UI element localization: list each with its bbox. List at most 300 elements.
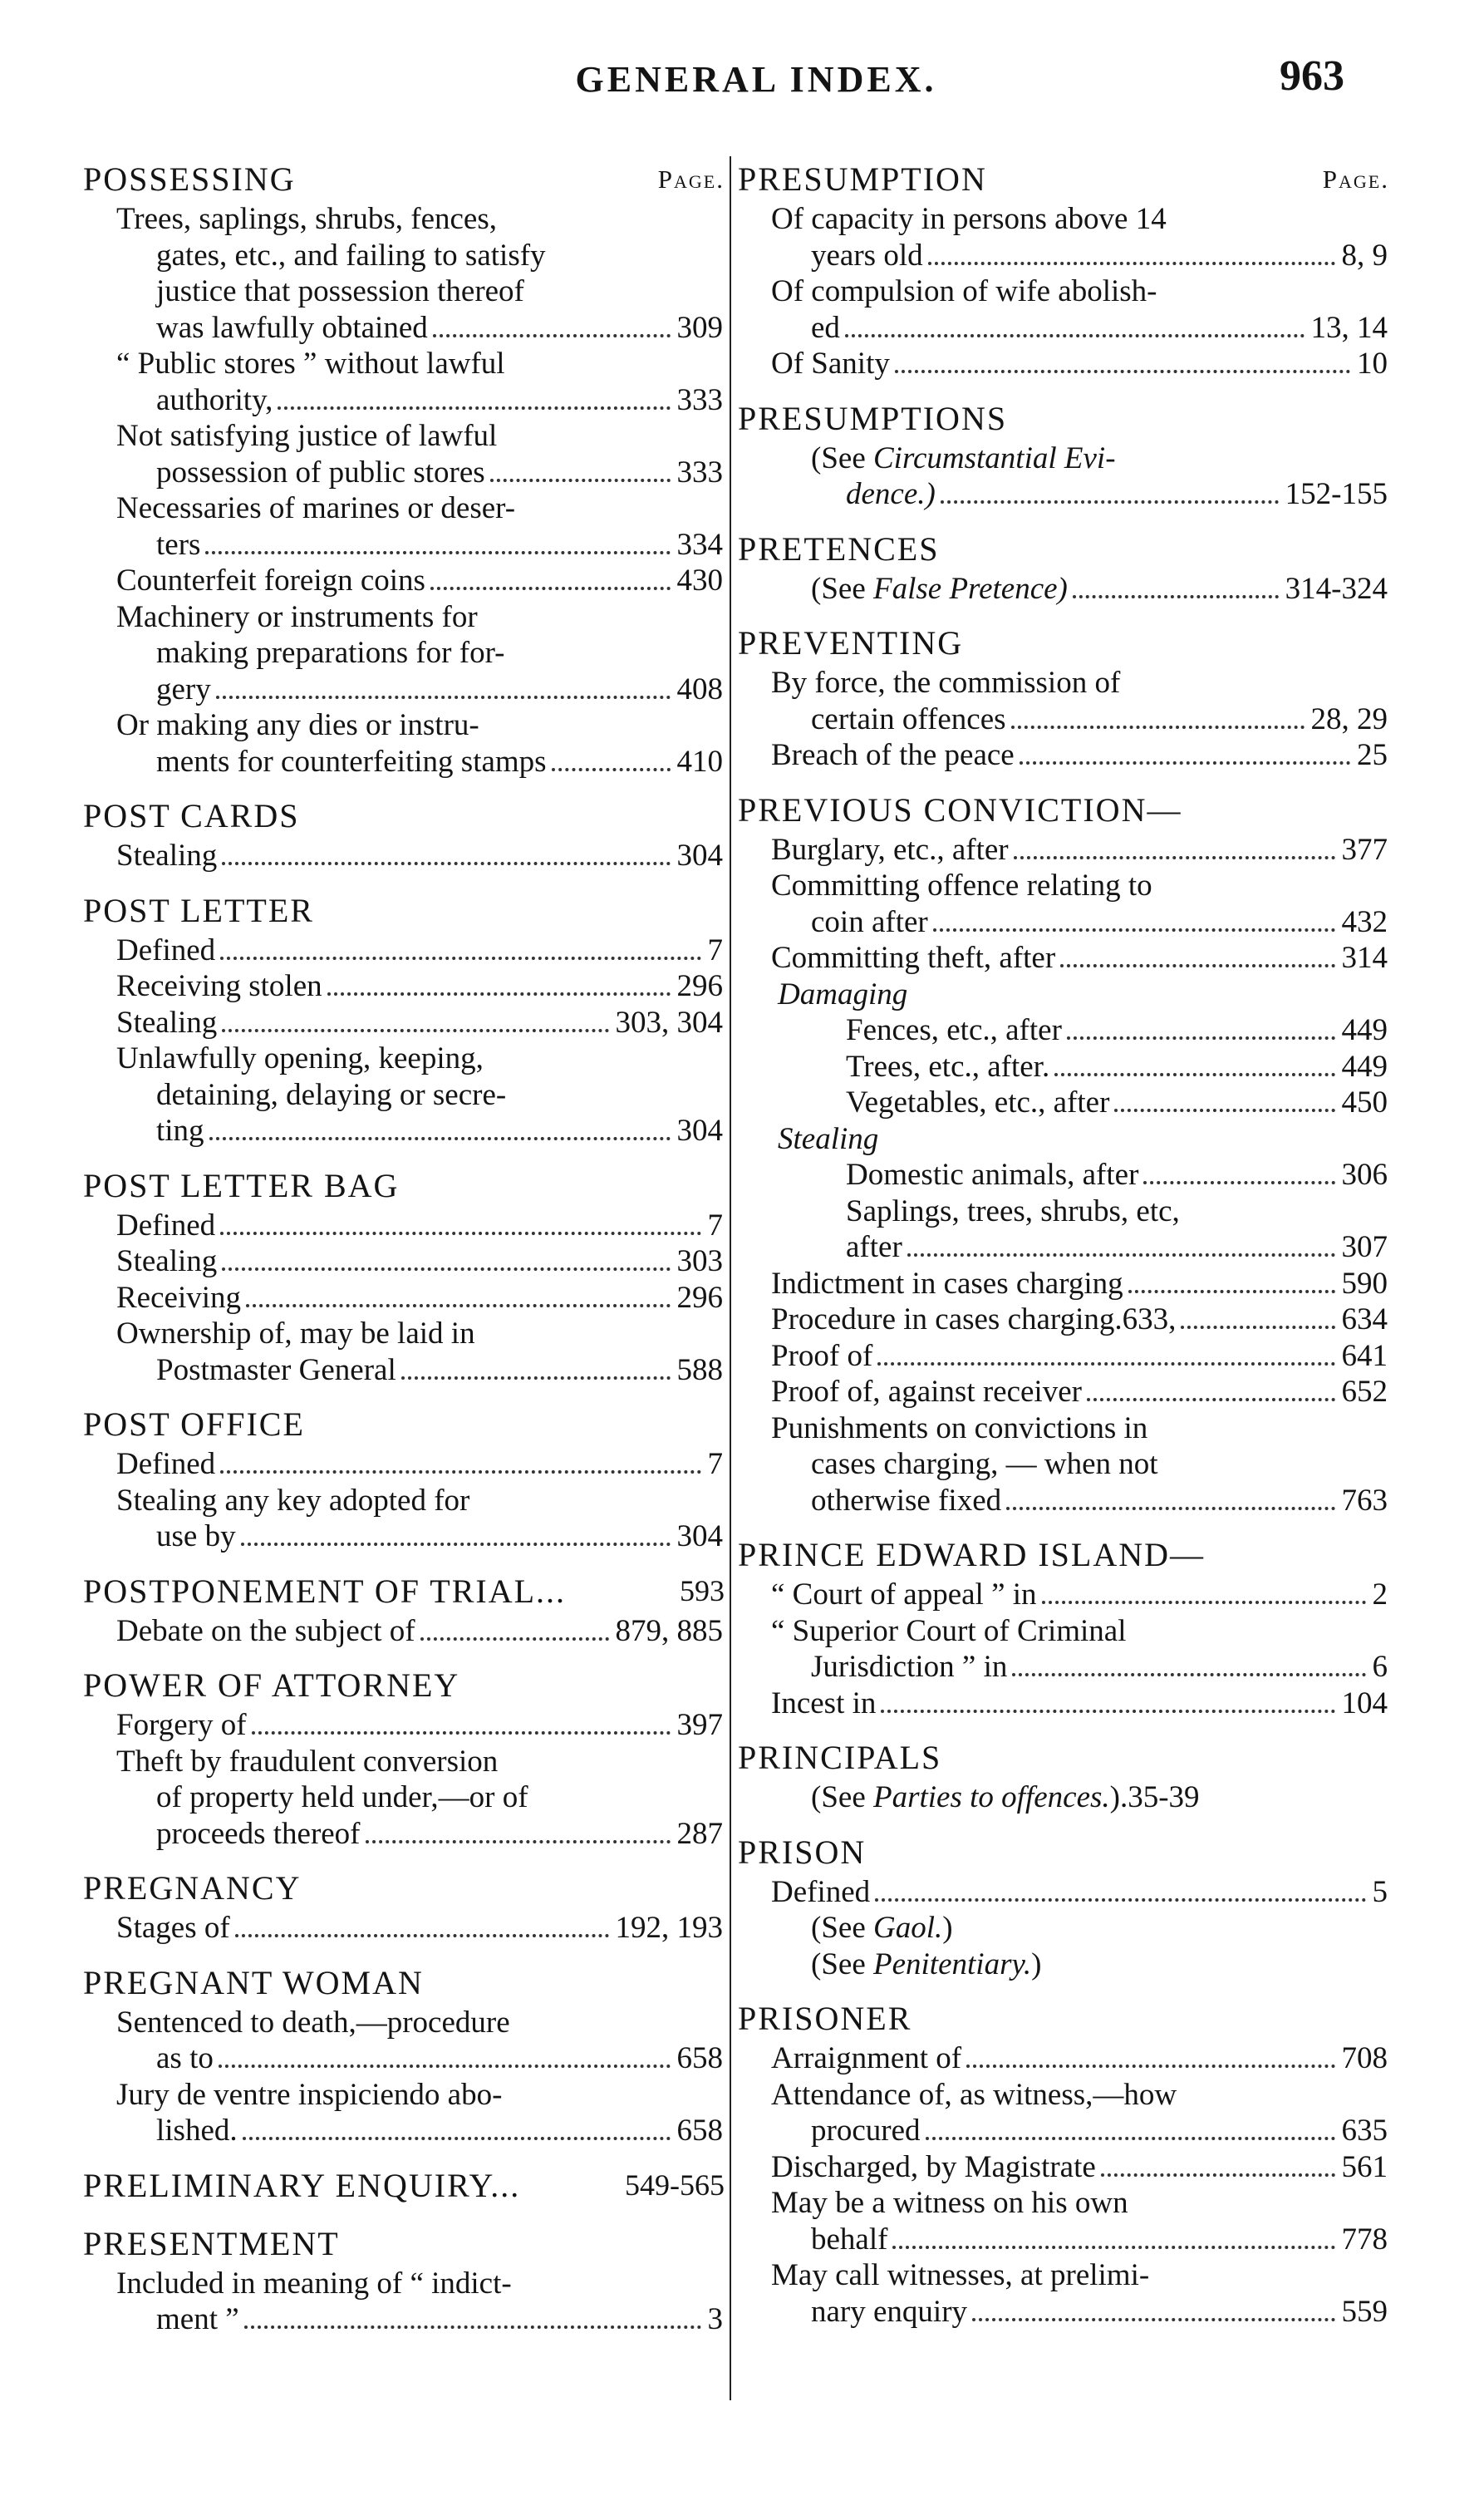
section-heading: POSTPONEMENT OF TRIAL... [83, 1572, 567, 1610]
index-entry [738, 2077, 1394, 2149]
dot-leader [1143, 1181, 1334, 1184]
dot-leader [1128, 1290, 1335, 1293]
dot-leader [552, 768, 671, 771]
entry-text: Stealing [116, 1005, 222, 1041]
index-section [83, 1161, 730, 1389]
dot-leader [278, 406, 670, 410]
entry-page: 658 [676, 2041, 723, 2075]
section-heading: PRINCIPALS [738, 1739, 942, 1776]
section-heading: POST LETTER BAG [83, 1166, 400, 1204]
dot-leader [1012, 1673, 1365, 1676]
index-entry [738, 1049, 1394, 1085]
subheading-damaging: Damaging [778, 977, 908, 1011]
entry-page: 307 [1341, 1230, 1388, 1264]
dot-leader [875, 1898, 1365, 1902]
entry-line: Sentenced to death,—procedure [116, 2005, 510, 2040]
entry-line: Ownership of, may be laid in [116, 1317, 475, 1351]
index-entry [83, 1005, 730, 1041]
see-reference-cont [738, 476, 1394, 513]
section-heading-row [738, 394, 1394, 440]
index-entry [738, 2257, 1394, 2330]
index-section [83, 1400, 730, 1555]
entry-line: Jury de ventre inspiciendo abo- [116, 2077, 503, 2112]
dot-leader [252, 1731, 671, 1735]
section-heading: POST LETTER [83, 891, 314, 929]
section-heading: PREVIOUS CONVICTION— [738, 790, 1182, 829]
entry-text: Committing theft, after [771, 940, 1060, 977]
section-heading: PRELIMINARY ENQUIRY... [83, 2166, 521, 2204]
dot-leader [1006, 1507, 1334, 1510]
entry-text: was lawfully obtained [156, 310, 433, 347]
entry-text: after [846, 1229, 907, 1266]
see-text: (See False Pretence) [811, 571, 1073, 608]
entry-page: 634 [1341, 1302, 1388, 1336]
index-entry [83, 346, 730, 418]
entry-line [83, 563, 730, 599]
section-heading: PREGNANCY [83, 1869, 302, 1907]
entry-line [83, 1707, 730, 1744]
entry-line [83, 1446, 730, 1483]
entry-text: ed [811, 310, 845, 347]
dot-leader [941, 500, 1279, 504]
page-title: GENERAL INDEX. [575, 59, 937, 100]
section-heading-row [83, 155, 730, 201]
entry-line: making preparations for for- [156, 636, 505, 670]
entry-text: Incest in [771, 1686, 881, 1722]
entry-line [738, 1229, 1394, 1266]
dot-leader [327, 992, 671, 996]
entry-text: Receiving [116, 1280, 246, 1317]
entry-page: 306 [1341, 1158, 1388, 1192]
entry-text: Stealing [116, 1243, 222, 1280]
see-reference [738, 1910, 1394, 1946]
index-entry [83, 707, 730, 780]
index-section [83, 791, 730, 874]
right-column [738, 155, 1394, 2341]
dot-leader [1054, 1073, 1334, 1076]
dot-leader [433, 334, 671, 337]
entry-line [83, 1613, 730, 1650]
entry-line: detaining, delaying or secre- [156, 1077, 507, 1112]
entry-page: 3 [707, 2302, 723, 2336]
entry-page: 28, 29 [1310, 701, 1388, 736]
entry-page: 7 [707, 1447, 723, 1481]
entry-text: coin after [811, 904, 933, 941]
entry-line [83, 1005, 730, 1041]
dot-leader [216, 696, 671, 699]
entry-line: of property held under,—or of [156, 1780, 528, 1814]
dot-leader [1181, 1326, 1334, 1329]
section-heading-row [738, 155, 1394, 201]
entry-page: 7 [707, 1208, 723, 1243]
index-entry [83, 599, 730, 708]
index-section [83, 1661, 730, 1852]
entry-line [738, 1483, 1394, 1519]
dot-leader [1011, 726, 1305, 729]
see-text: (See Gaol.) [811, 1911, 953, 1945]
index-section [83, 886, 730, 1149]
entry-line: “ Public stores ” without lawful [116, 347, 505, 381]
dot-leader [933, 928, 1335, 932]
index-section [83, 2219, 730, 2338]
entry-text: Defined [116, 1208, 220, 1244]
entry-page: 635 [1341, 2114, 1388, 2148]
section-heading: PRISONER [738, 2000, 912, 2037]
entry-text: Proof of, against receiver [771, 1374, 1087, 1410]
entry-page: 296 [676, 1280, 723, 1315]
entry-line: Of capacity in persons above 14 [771, 202, 1167, 236]
index-entry [83, 1280, 730, 1317]
index-entry [738, 2040, 1394, 2077]
entry-line [738, 1374, 1394, 1410]
entry-page: 13, 14 [1310, 310, 1388, 345]
section-heading-row [738, 785, 1394, 832]
entry-line [738, 1012, 1394, 1049]
entry-line [738, 1302, 1394, 1338]
index-entry [738, 1085, 1394, 1121]
see-reference [738, 571, 1394, 608]
index-entry [738, 1266, 1394, 1302]
entry-line: justice that possession thereof [156, 274, 524, 308]
index-entry [738, 1193, 1394, 1266]
index-section [83, 155, 730, 780]
entry-line: Included in meaning of “ indict- [116, 2266, 512, 2301]
entry-page: 641 [1341, 1338, 1388, 1373]
entry-line [738, 2040, 1394, 2077]
see-target: Penitentiary. [873, 1946, 1032, 1981]
dot-leader [881, 1710, 1334, 1713]
entry-line [83, 744, 730, 780]
index-entry [738, 832, 1394, 869]
running-head [0, 52, 1484, 116]
dot-leader [366, 1840, 671, 1843]
entry-page: 432 [1341, 904, 1388, 939]
entry-page: 778 [1341, 2222, 1388, 2257]
entry-line: Committing offence relating to [771, 869, 1152, 903]
entry-text: nary enquiry [811, 2294, 972, 2330]
index-section [83, 2161, 730, 2207]
section-heading-row [738, 524, 1394, 571]
dot-leader [892, 2246, 1334, 2249]
index-section [738, 1733, 1394, 1816]
page-number: 963 [1280, 52, 1344, 100]
entry-line: Of compulsion of wife abolish- [771, 274, 1157, 308]
dot-leader [420, 1637, 609, 1641]
index-entry [83, 2266, 730, 2338]
dot-leader [1042, 1601, 1366, 1604]
entry-page: 588 [676, 1352, 723, 1387]
dot-leader [235, 1934, 609, 1937]
see-target: Circumstantial Evi- [873, 440, 1116, 475]
entry-line: Not satisfying justice of lawful [116, 419, 498, 453]
index-entry [738, 1874, 1394, 1911]
dot-leader [1067, 1036, 1335, 1040]
dot-leader [1114, 1109, 1334, 1112]
index-entry [738, 346, 1394, 382]
entry-page: 303, 304 [615, 1005, 723, 1040]
entry-line: gates, etc., and failing to satisfy [156, 238, 546, 273]
dot-leader [241, 1543, 671, 1546]
entry-line [83, 968, 730, 1005]
entry-line [738, 737, 1394, 774]
entry-line [83, 1113, 730, 1149]
entry-text: gery [156, 672, 216, 708]
entry-line [83, 2301, 730, 2338]
index-entry [83, 1041, 730, 1149]
entry-page: 192, 193 [615, 1911, 723, 1945]
entry-text: proceeds thereof [156, 1816, 366, 1853]
entry-line [738, 1874, 1394, 1911]
index-section [738, 1530, 1394, 1721]
index-entry [83, 1483, 730, 1555]
entry-text: Forgery of [116, 1707, 252, 1744]
section-heading-row [738, 1994, 1394, 2040]
dot-leader [401, 1376, 671, 1380]
dot-leader [1060, 964, 1334, 967]
dot-leader [877, 1362, 1334, 1366]
dot-leader [1020, 761, 1350, 765]
entry-line [738, 1049, 1394, 1085]
section-heading-row [83, 1161, 730, 1208]
entry-text: Burglary, etc., after [771, 832, 1014, 869]
section-heading: PRINCE EDWARD ISLAND— [738, 1536, 1205, 1573]
entry-page: 377 [1341, 832, 1388, 867]
section-heading-row [83, 2219, 730, 2266]
entry-text: possession of public stores [156, 455, 490, 491]
entry-page: 304 [676, 1114, 723, 1148]
entry-text: Receiving stolen [116, 968, 327, 1005]
entry-page: 6 [1372, 1650, 1388, 1684]
index-entry [738, 2149, 1394, 2186]
entry-page: 304 [676, 839, 723, 873]
entry-line: Attendance of, as witness,—how [771, 2077, 1177, 2112]
section-heading-row [83, 2161, 730, 2207]
section-heading-row [83, 1400, 730, 1446]
dot-leader [220, 1232, 700, 1235]
dot-leader [244, 2325, 701, 2329]
section-heading: PRISON [738, 1833, 867, 1871]
entry-line [83, 838, 730, 874]
dot-leader [222, 1029, 608, 1032]
index-entry [83, 1744, 730, 1853]
entry-line [738, 2294, 1394, 2330]
section-heading: POST CARDS [83, 797, 300, 834]
index-entry [738, 1686, 1394, 1722]
entry-page: 287 [676, 1816, 723, 1851]
entry-page: 658 [676, 2114, 723, 2148]
index-entry [738, 737, 1394, 774]
section-heading-row [738, 1530, 1394, 1577]
section-heading: PREGNANT WOMAN [83, 1963, 424, 2001]
section-heading: PRETENCES [738, 529, 940, 568]
section-heading: PREVENTING [738, 624, 964, 662]
section-heading-row [738, 1733, 1394, 1779]
index-entry [738, 1577, 1394, 1613]
see-reference [738, 1779, 1394, 1816]
see-text: (See Penitentiary.) [811, 1946, 1042, 1981]
entry-page: 449 [1341, 1013, 1388, 1047]
dot-leader [243, 2137, 671, 2140]
entry-line [83, 1910, 730, 1946]
see-text: (See Parties to offences.).35-39 [811, 1780, 1200, 1814]
entry-page: 763 [1341, 1483, 1388, 1518]
entry-line [738, 346, 1394, 382]
index-entry [83, 1243, 730, 1280]
entry-line [738, 1686, 1394, 1722]
index-section [738, 1994, 1394, 2330]
section-heading-row [83, 791, 730, 838]
entry-page: 449 [1341, 1049, 1388, 1084]
entry-text: Stages of [116, 1910, 235, 1946]
index-section [83, 1567, 730, 1650]
index-entry [83, 2077, 730, 2149]
entry-text: behalf [811, 2222, 892, 2258]
entry-text: Stealing [116, 838, 222, 874]
entry-text: Fences, etc., after [846, 1012, 1067, 1049]
entry-page: 430 [676, 564, 723, 598]
entry-line [738, 1338, 1394, 1375]
entry-page: 559 [1341, 2294, 1388, 2329]
entry-text: years old [811, 238, 928, 274]
index-section [738, 524, 1394, 608]
dot-leader [219, 2065, 671, 2068]
index-entry [738, 273, 1394, 346]
dot-leader [966, 2065, 1334, 2068]
entry-page: 10 [1357, 347, 1388, 381]
entry-text: Domestic animals, after [846, 1157, 1143, 1193]
section-heading-row [83, 886, 730, 933]
section-heading-row [83, 1958, 730, 2005]
entry-page: 397 [676, 1708, 723, 1742]
entry-page: 561 [1341, 2149, 1388, 2184]
index-section [738, 618, 1394, 774]
entry-line: May be a witness on his own [771, 2186, 1128, 2220]
dot-leader [246, 1304, 670, 1307]
index-section [738, 785, 1394, 1519]
entry-text: “ Court of appeal ” in [771, 1577, 1042, 1613]
entry-line [83, 455, 730, 491]
section-heading: POSSESSING [83, 160, 296, 198]
left-column [83, 155, 730, 2350]
section-heading: PRESUMPTIONS [738, 399, 1008, 437]
index-entry [83, 418, 730, 490]
section-heading-row [83, 1661, 730, 1707]
dot-leader [845, 334, 1305, 337]
index-entry [738, 2185, 1394, 2257]
entry-line [738, 2113, 1394, 2149]
entry-line: Unlawfully opening, keeping, [116, 1041, 484, 1075]
entry-text: Trees, etc., after. [846, 1049, 1054, 1085]
index-entry [83, 933, 730, 969]
entry-page: 590 [1341, 1266, 1388, 1301]
entry-text: Discharged, by Magistrate [771, 2149, 1101, 2186]
entry-page: 309 [676, 310, 723, 345]
section-heading: POWER OF ATTORNEY [83, 1666, 460, 1704]
see-target: Parties to offences. [873, 1780, 1110, 1814]
entry-line: Machinery or instruments for [116, 599, 478, 634]
entry-text: Of Sanity [771, 346, 895, 382]
entry-text: Defined [771, 1874, 875, 1911]
section-heading-row [738, 618, 1394, 665]
index-entry [738, 1613, 1394, 1686]
entry-line: “ Superior Court of Criminal [771, 1613, 1127, 1648]
entry-line: Punishments on convictions in [771, 1410, 1148, 1445]
entry-line [83, 310, 730, 347]
entry-line [738, 701, 1394, 738]
dot-leader [490, 479, 671, 482]
entry-text: ment ” [156, 2301, 244, 2338]
index-entry [83, 563, 730, 599]
entry-line [83, 1280, 730, 1317]
entry-line [83, 2113, 730, 2149]
entry-line: May call witnesses, at prelimi- [771, 2258, 1150, 2292]
entry-text: lished. [156, 2113, 243, 2149]
dot-leader [1101, 2173, 1335, 2177]
index-entry [738, 1157, 1394, 1193]
dot-leader [220, 957, 700, 960]
entry-text: Defined [116, 933, 220, 969]
dot-leader [926, 2137, 1335, 2140]
dot-leader [1014, 856, 1335, 859]
section-heading-row [738, 1828, 1394, 1874]
entry-text: procured [811, 2113, 926, 2149]
page-column-label: Page. [657, 165, 725, 194]
entry-line [738, 2149, 1394, 2186]
entry-page: 708 [1341, 2041, 1388, 2075]
entry-page: 304 [676, 1519, 723, 1553]
index-entry [738, 201, 1394, 273]
index-entry [738, 1374, 1394, 1410]
entry-line [83, 1518, 730, 1555]
index-section [738, 155, 1394, 382]
dot-leader [222, 862, 670, 865]
entry-line [83, 1352, 730, 1389]
entry-line [738, 2222, 1394, 2258]
section-heading: POST OFFICE [83, 1405, 305, 1443]
section-heading: PRESUMPTION [738, 160, 987, 198]
entry-text: Indictment in cases charging [771, 1266, 1128, 1302]
entry-text: ting [156, 1113, 209, 1149]
entry-text: otherwise fixed [811, 1483, 1006, 1519]
dot-leader [222, 1267, 670, 1271]
dot-leader [1087, 1398, 1335, 1401]
index-entry [83, 838, 730, 874]
index-entry [738, 1338, 1394, 1375]
index-entry [83, 1316, 730, 1388]
see-page: 314-324 [1285, 571, 1388, 606]
see-target: Gaol. [873, 1911, 943, 1945]
entry-text: Arraignment of [771, 2040, 966, 2077]
entry-text: ters [156, 527, 205, 564]
entry-text: use by [156, 1518, 241, 1555]
entry-text: Breach of the peace [771, 737, 1020, 774]
see-target: False Pretence) [873, 571, 1068, 606]
entry-text: as to [156, 2040, 219, 2077]
entry-line: By force, the commission of [771, 666, 1121, 700]
entry-page: 7 [707, 933, 723, 967]
dot-leader [895, 370, 1350, 373]
dot-leader [1073, 595, 1279, 598]
section-heading-row [83, 1863, 730, 1910]
entry-line [738, 1266, 1394, 1302]
index-entry [738, 868, 1394, 940]
section-heading-row [83, 1567, 730, 1613]
dot-leader [972, 2318, 1334, 2321]
entry-line: cases charging, — when not [811, 1447, 1158, 1481]
see-text: (See Circumstantial Evi- [811, 440, 1116, 475]
entry-line [83, 1208, 730, 1244]
index-entry [83, 1446, 730, 1483]
